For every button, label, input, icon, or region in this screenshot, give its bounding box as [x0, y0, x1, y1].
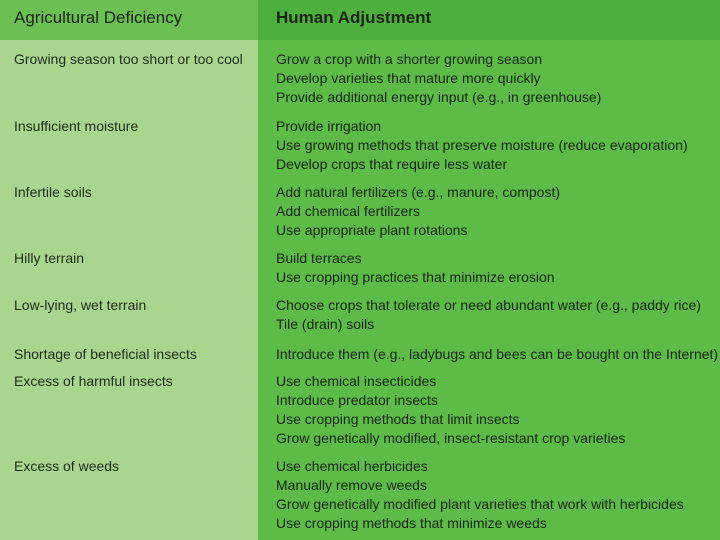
header-deficiency: Agricultural Deficiency [14, 8, 183, 27]
adjustment-list [276, 50, 601, 107]
deficiency-cell: Growing season too short or too cool [14, 51, 243, 67]
adjustment-item: Manually remove weeds [276, 477, 427, 493]
adjustment-list [276, 183, 560, 240]
adjustment-list [276, 249, 555, 287]
adjustment-item: Use appropriate plant rotations [276, 222, 468, 238]
deficiency-cell: Excess of weeds [14, 458, 120, 474]
adjustment-list [276, 345, 718, 364]
adjustment-item: Use cropping methods that limit insects [276, 411, 520, 427]
adjustment-item: Introduce predator insects [276, 392, 438, 408]
adjustment-item: Choose crops that tolerate or need abundant water (e.g., paddy rice) [276, 297, 701, 313]
adjustment-item: Use chemical insecticides [276, 373, 437, 389]
adjustment-item: Provide irrigation [276, 118, 382, 134]
deficiency-cell: Insufficient moisture [14, 118, 139, 134]
adjustment-list [276, 457, 684, 533]
deficiency-cell: Shortage of beneficial insects [14, 346, 197, 362]
adjustment-list [276, 117, 688, 174]
deficiency-cell: Infertile soils [14, 184, 92, 200]
adjustment-item: Use cropping practices that minimize erosion [276, 269, 555, 285]
deficiency-cell: Low-lying, wet terrain [14, 297, 147, 313]
adjustment-item: Grow genetically modified plant varieties that work with herbicides [276, 496, 684, 512]
adjustment-list [276, 372, 625, 448]
adjustment-item: Use cropping methods that minimize weeds [276, 515, 547, 531]
adjustment-item: Add chemical fertilizers [276, 203, 420, 219]
adjustment-item: Grow genetically modified, insect-resistant crop varieties [276, 430, 626, 446]
table-header [0, 0, 720, 40]
deficiency-cell: Excess of harmful insects [14, 373, 173, 389]
adjustment-list [276, 296, 701, 334]
adjustment-item: Develop crops that require less water [276, 156, 508, 172]
adjustment-item: Build terraces [276, 250, 362, 266]
adjustment-item: Use growing methods that preserve moisture (reduce evaporation) [276, 137, 688, 153]
adjustment-item: Introduce them (e.g., ladybugs and bees can be bought on the Internet) [276, 346, 719, 362]
adjustment-item: Tile (drain) soils [276, 316, 375, 332]
adjustment-item: Provide additional energy input (e.g., in greenhouse) [276, 89, 602, 105]
header-adjustment: Human Adjustment [276, 8, 432, 27]
adjustment-item: Grow a crop with a shorter growing season [276, 51, 543, 67]
adjustment-item: Use chemical herbicides [276, 458, 428, 474]
deficiency-cell: Hilly terrain [14, 250, 85, 266]
adjustment-item: Add natural fertilizers (e.g., manure, compost) [276, 184, 561, 200]
adjustment-item: Develop varieties that mature more quickly [276, 70, 541, 86]
